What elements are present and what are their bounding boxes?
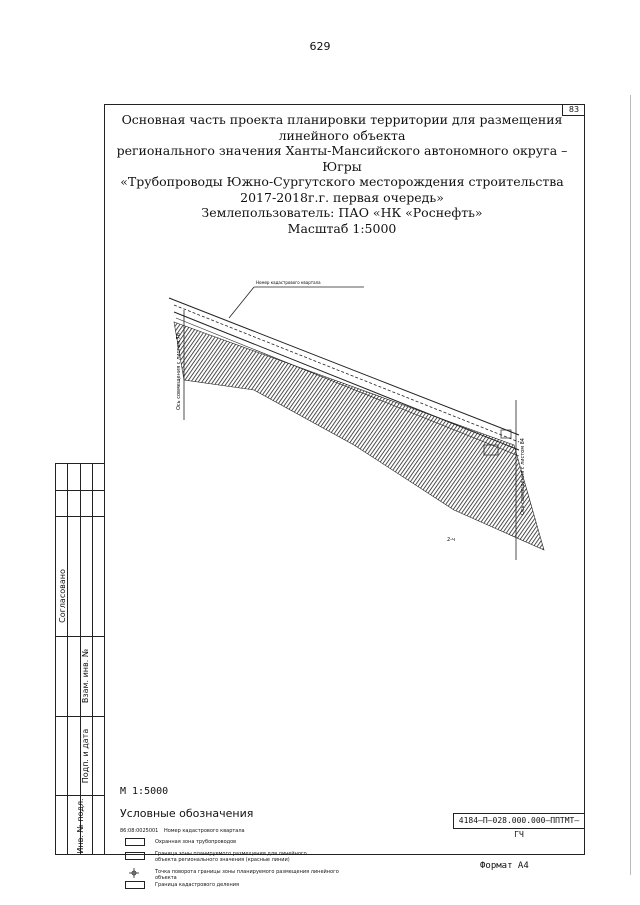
page-format: Формат А4 bbox=[480, 861, 529, 871]
title-line-1: Основная часть проекта планировки территории для размещения линейного объекта bbox=[121, 112, 563, 143]
legend-point-icon bbox=[126, 866, 146, 878]
page-number: 629 bbox=[309, 40, 331, 53]
title-line-3: «Трубопроводы Южно-Сургутского месторождения строительства 2017-2018г.г. первая очередь» bbox=[120, 174, 564, 205]
side-label-sign-date: Подп. и дата bbox=[81, 728, 90, 784]
legend-text-3: Граница зоны планируемого размещения для линейного объекта регионального значения (красные линии) bbox=[155, 851, 307, 863]
right-axis-label: Ось совмещения с листом 84 bbox=[520, 438, 526, 515]
scale-line: Масштаб 1:5000 bbox=[287, 220, 397, 236]
side-label-inv-replace: Взам. инв. № bbox=[81, 648, 90, 704]
legend-text-2: Охранная зона трубопроводов bbox=[155, 839, 237, 845]
legend-hatch-swatch bbox=[125, 838, 145, 846]
side-label-agreed: Согласовано bbox=[58, 569, 67, 623]
sheet-number: 83 bbox=[562, 104, 585, 116]
scale-mark: 2-ч bbox=[447, 537, 455, 543]
side-label-inv-orig: Инв. № подл. bbox=[76, 798, 85, 854]
legend-title: Условные обозначения bbox=[120, 807, 254, 820]
scan-edge-line bbox=[630, 95, 631, 875]
legend-text-1: Номер кадастрового квартала bbox=[163, 828, 245, 834]
hatched-area bbox=[174, 322, 544, 550]
drawing-code-stamp: 4184–П–028.000.000–ППТМТ–ГЧ bbox=[453, 813, 585, 829]
document-title bbox=[112, 112, 572, 236]
scale-label: М 1:5000 bbox=[120, 786, 169, 797]
legend-box-swatch bbox=[125, 852, 145, 860]
callout-leader bbox=[229, 287, 254, 318]
land-user-line: Землепользователь: ПАО «НК «Роснефть» bbox=[201, 205, 483, 220]
left-axis-label: Ось совмещения с листом 76 bbox=[176, 333, 182, 410]
legend-text-5: Граница кадастрового деления bbox=[155, 882, 239, 888]
legend-text-4: Точка поворота границы зоны планируемого размещения линейного объекта bbox=[155, 869, 339, 881]
legend-item-1 bbox=[120, 828, 245, 834]
map-drawing bbox=[104, 270, 564, 570]
title-line-2: регионального значения Ханты-Мансийского автономного округа – Югры bbox=[116, 143, 568, 174]
legend-cadastral-swatch bbox=[125, 881, 145, 889]
legend-quarter-code: 86:08:0025001 bbox=[120, 828, 159, 834]
callout-text: Номер кадастрового квартала bbox=[256, 280, 321, 285]
